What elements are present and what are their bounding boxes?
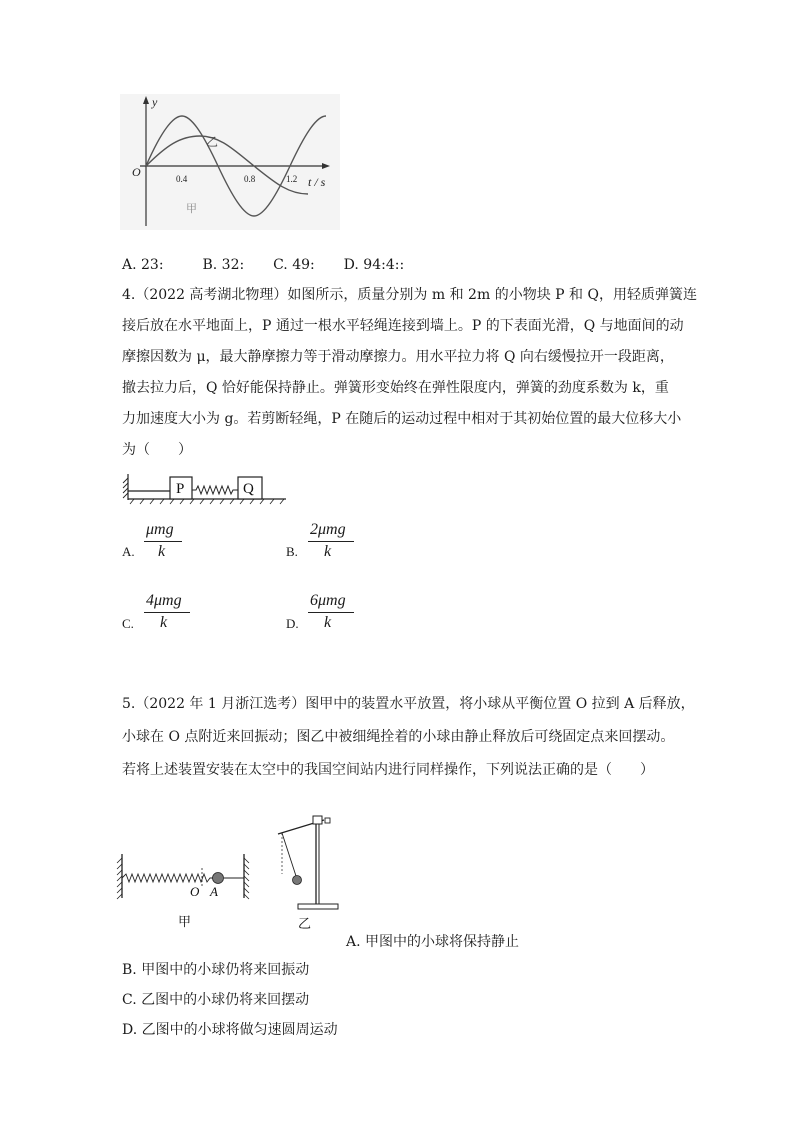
q4-line-2: 接后放在水平地面上，P 通过一根水平轻绳连接到墙上。P 的下表面光滑，Q 与地面间的动 <box>122 318 684 334</box>
q5-option-a: A. 甲图中的小球将保持静止 <box>346 934 520 950</box>
curve-yi-label: 乙 <box>206 135 219 149</box>
pendulum-ball <box>293 876 302 885</box>
tick-0.4: 0.4 <box>176 174 188 184</box>
block-q-label: Q <box>243 481 254 497</box>
ball <box>213 873 224 884</box>
q5-option-b: B. 甲图中的小球仍将来回振动 <box>122 962 310 978</box>
fig-jia-label: 甲 <box>178 914 192 929</box>
wave-graph-figure <box>120 94 340 230</box>
q5-line-1: 5.（2022 年 1 月浙江选考）图甲中的装置水平放置，将小球从平衡位置 O 拉到 A 后释放， <box>122 696 695 712</box>
q4-line-3: 摩擦因数为 μ，最大静摩擦力等于滑动摩擦力。用水平拉力将 Q 向右缓慢拉开一段距离， <box>122 349 674 365</box>
q3-option-b: B. 32: <box>202 257 245 273</box>
q3-option-c: C. 49: <box>273 257 315 273</box>
spring-oscillator-figure <box>114 852 254 932</box>
spring-blocks-figure <box>120 470 290 506</box>
spring <box>192 486 238 494</box>
point-a-label: A <box>210 884 218 899</box>
block-p-label: P <box>176 481 185 497</box>
tick-1.2: 1.2 <box>286 174 298 184</box>
tick-0.8: 0.8 <box>244 174 256 184</box>
q3-option-a: A. 23: <box>122 257 164 273</box>
q5-line-3: 若将上述装置安装在太空中的我国空间站内进行同样操作，下列说法正确的是（ ） <box>122 762 654 778</box>
t-axis-label: t / s <box>308 175 326 189</box>
q3-options <box>122 255 404 275</box>
q5-option-d: D. 乙图中的小球将做匀速圆周运动 <box>122 1022 338 1038</box>
q5-option-c: C. 乙图中的小球仍将来回摆动 <box>122 992 310 1008</box>
q4-line-5: 力加速度大小为 g。若剪断轻绳，P 在随后的运动过程中相对于其初始位置的最大位移大小 <box>122 411 682 427</box>
q5-line-2: 小球在 O 点附近来回振动；图乙中被细绳拴着的小球由静止释放后可绕固定点来回摆动。 <box>122 729 675 745</box>
q3-option-d: D. 94:4:: <box>343 257 405 273</box>
curve-jia-label: 甲 <box>186 203 197 215</box>
q4-line-6: 为（ ） <box>122 442 192 458</box>
spring <box>122 874 214 882</box>
fig-yi-label: 乙 <box>298 916 312 931</box>
q4-line-1: 4.（2022 高考湖北物理）如图所示，质量分别为 m 和 2m 的小物块 P 和 Q，用轻质弹簧连 <box>122 287 697 303</box>
q4-line-4: 撤去拉力后，Q 恰好能保持静止。弹簧形变始终在弹性限度内，弹簧的劲度系数为 k，重 <box>122 380 669 396</box>
origin-label: O <box>132 165 141 179</box>
pendulum-figure <box>268 814 344 932</box>
y-axis-label: y <box>152 95 158 109</box>
point-o-label: O <box>190 884 200 899</box>
